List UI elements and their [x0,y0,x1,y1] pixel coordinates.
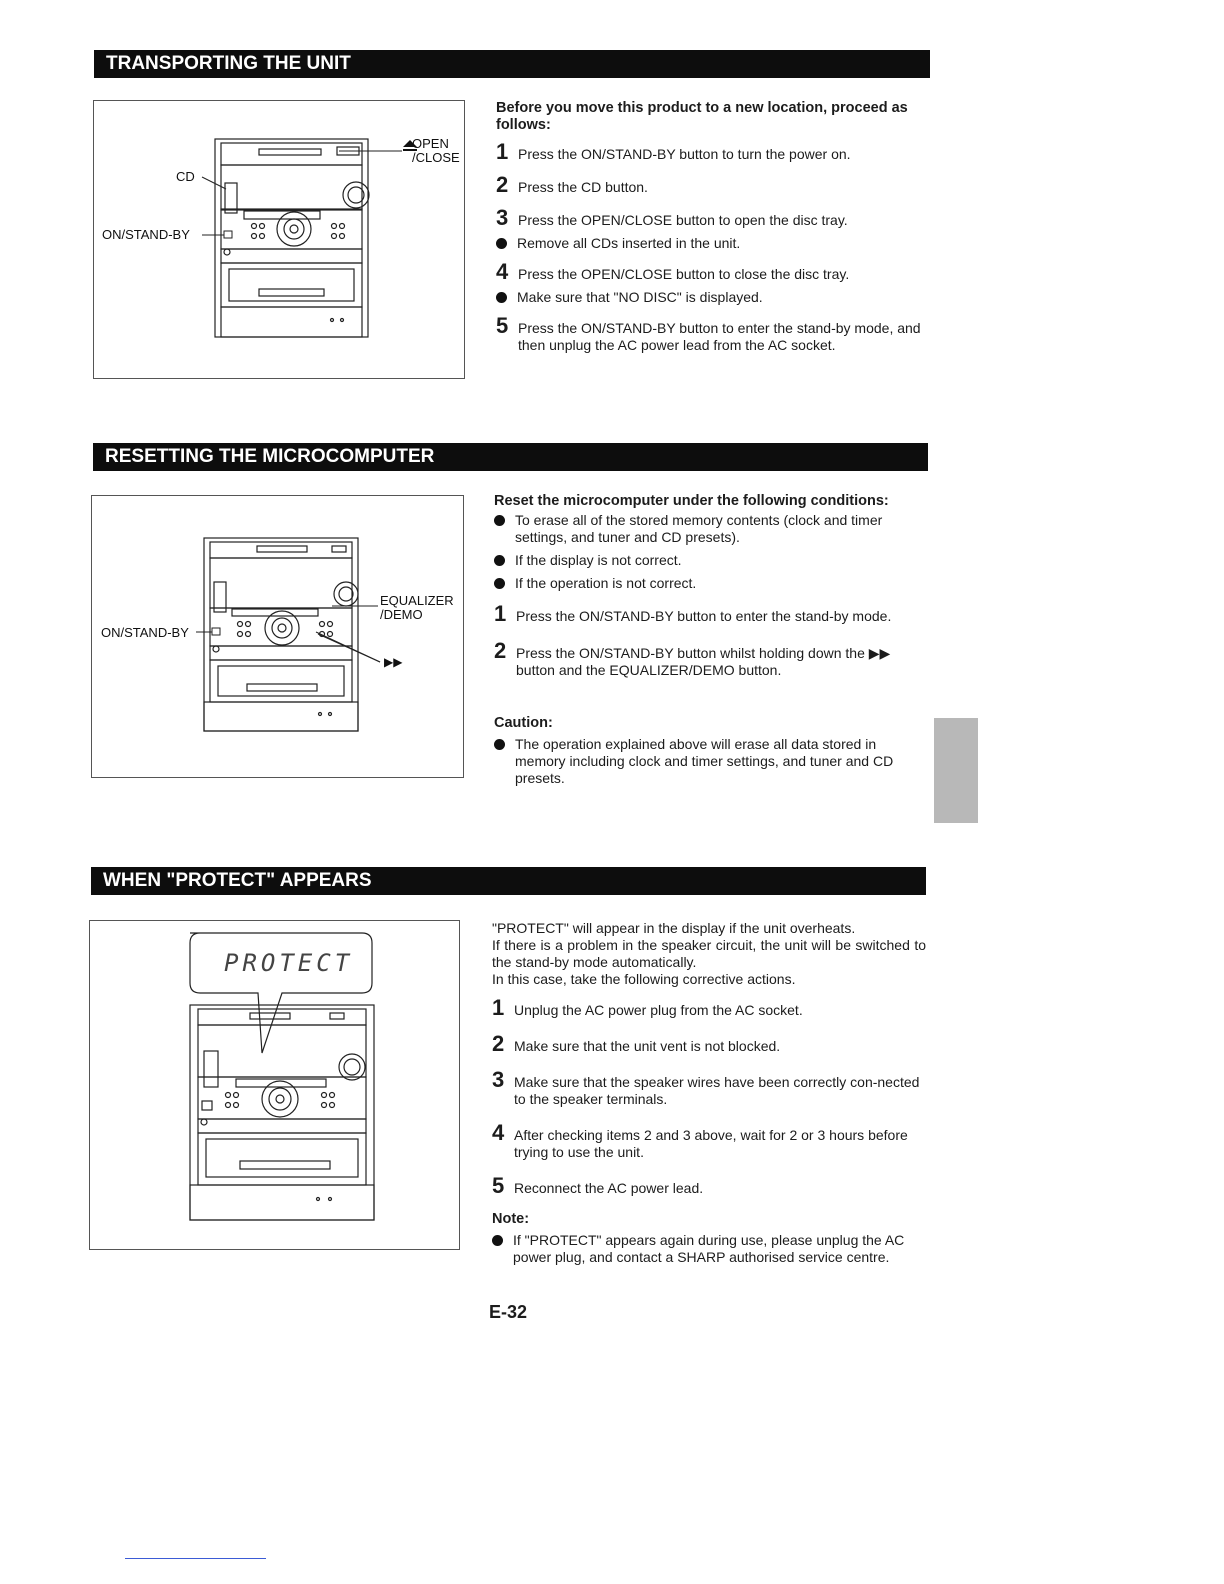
protect-step-4: 4 After checking items 2 and 3 above, wait for 2 or 3 hours before trying to use the unit. [492,1120,908,1160]
demo-label: /DEMO [380,607,423,622]
standby-label: ON/STAND-BY [102,227,190,242]
open-label: OPEN [412,136,449,151]
section-title-protect: WHEN "PROTECT" APPEARS [91,867,926,895]
equalizer-label: EQUALIZER [380,593,454,608]
note-title: Note: [492,1211,530,1227]
protect-step-5: 5 Reconnect the AC power lead. [492,1173,704,1198]
transport-step-2: 2 Press the CD button. [496,172,648,197]
reset-condition-2: If the display is not correct. [494,552,928,569]
figure-protect [89,920,460,1250]
protect-intro-1: "PROTECT" will appear in the display if the unit overheats. [492,920,856,936]
footer-rule [125,1558,266,1559]
transport-step-5: 5 Press the ON/STAND-BY button to enter the stand-by mode, and then unplug the AC power lead from the AC socket. [496,313,921,353]
protect-step-3: 3 Make sure that the speaker wires have been correctly con-nected to the speaker terminals. [492,1067,920,1107]
reset-instructions [494,493,928,793]
transport-bullet-2: Make sure that "NO DISC" is displayed. [496,289,930,306]
transport-step-3: 3 Press the OPEN/CLOSE button to open the disc tray. [496,205,848,230]
protect-intro-2: If there is a problem in the speaker circuit, the unit will be switched to the stand-by mode automatically. [492,937,926,970]
fast-forward-label: ▶▶ [384,655,403,669]
section-title-resetting: RESETTING THE MICROCOMPUTER [93,443,928,471]
page-number: E-32 [489,1302,528,1322]
figure-transporting [93,100,465,379]
transport-step-1: 1 Press the ON/STAND-BY button to turn the power on. [496,139,851,164]
standby-label-reset: ON/STAND-BY [101,625,189,640]
transport-step-4: 4 Press the OPEN/CLOSE button to close the disc tray. [496,259,850,284]
transport-bullet-1: Remove all CDs inserted in the unit. [496,235,930,252]
caution-text: The operation explained above will erase all data stored in memory including clock and timer settings, and tuner and CD presets. [494,736,928,787]
transport-instructions [496,100,930,366]
note-text: If "PROTECT" appears again during use, please unplug the AC power plug, and contact a SHARP authorised service centre. [492,1232,926,1266]
side-index-tab [934,718,978,823]
protect-display-text: PROTECT [224,949,354,977]
protect-instructions [492,920,926,1272]
reset-heading: Reset the microcomputer under the following conditions: [494,493,889,509]
reset-step-1: 1 Press the ON/STAND-BY button to enter the stand-by mode. [494,601,892,626]
reset-step-2: 2 Press the ON/STAND-BY button whilst holding down the ▶▶ button and the EQUALIZER/DEMO button. [494,638,891,678]
close-label: /CLOSE [412,150,460,165]
caution-title: Caution: [494,715,553,731]
reset-condition-3: If the operation is not correct. [494,575,928,592]
protect-intro-3: In this case, take the following corrective actions. [492,971,796,987]
protect-step-2: 2 Make sure that the unit vent is not blocked. [492,1031,781,1056]
figure-resetting [91,495,464,778]
cd-label: CD [176,169,195,184]
transport-heading: Before you move this product to a new location, proceed as follows: [496,100,908,133]
section-title-transporting: TRANSPORTING THE UNIT [94,50,930,78]
protect-step-1: 1 Unplug the AC power plug from the AC socket. [492,995,803,1020]
reset-condition-1: To erase all of the stored memory contents (clock and timer settings, and tuner and CD presets). [494,512,928,546]
